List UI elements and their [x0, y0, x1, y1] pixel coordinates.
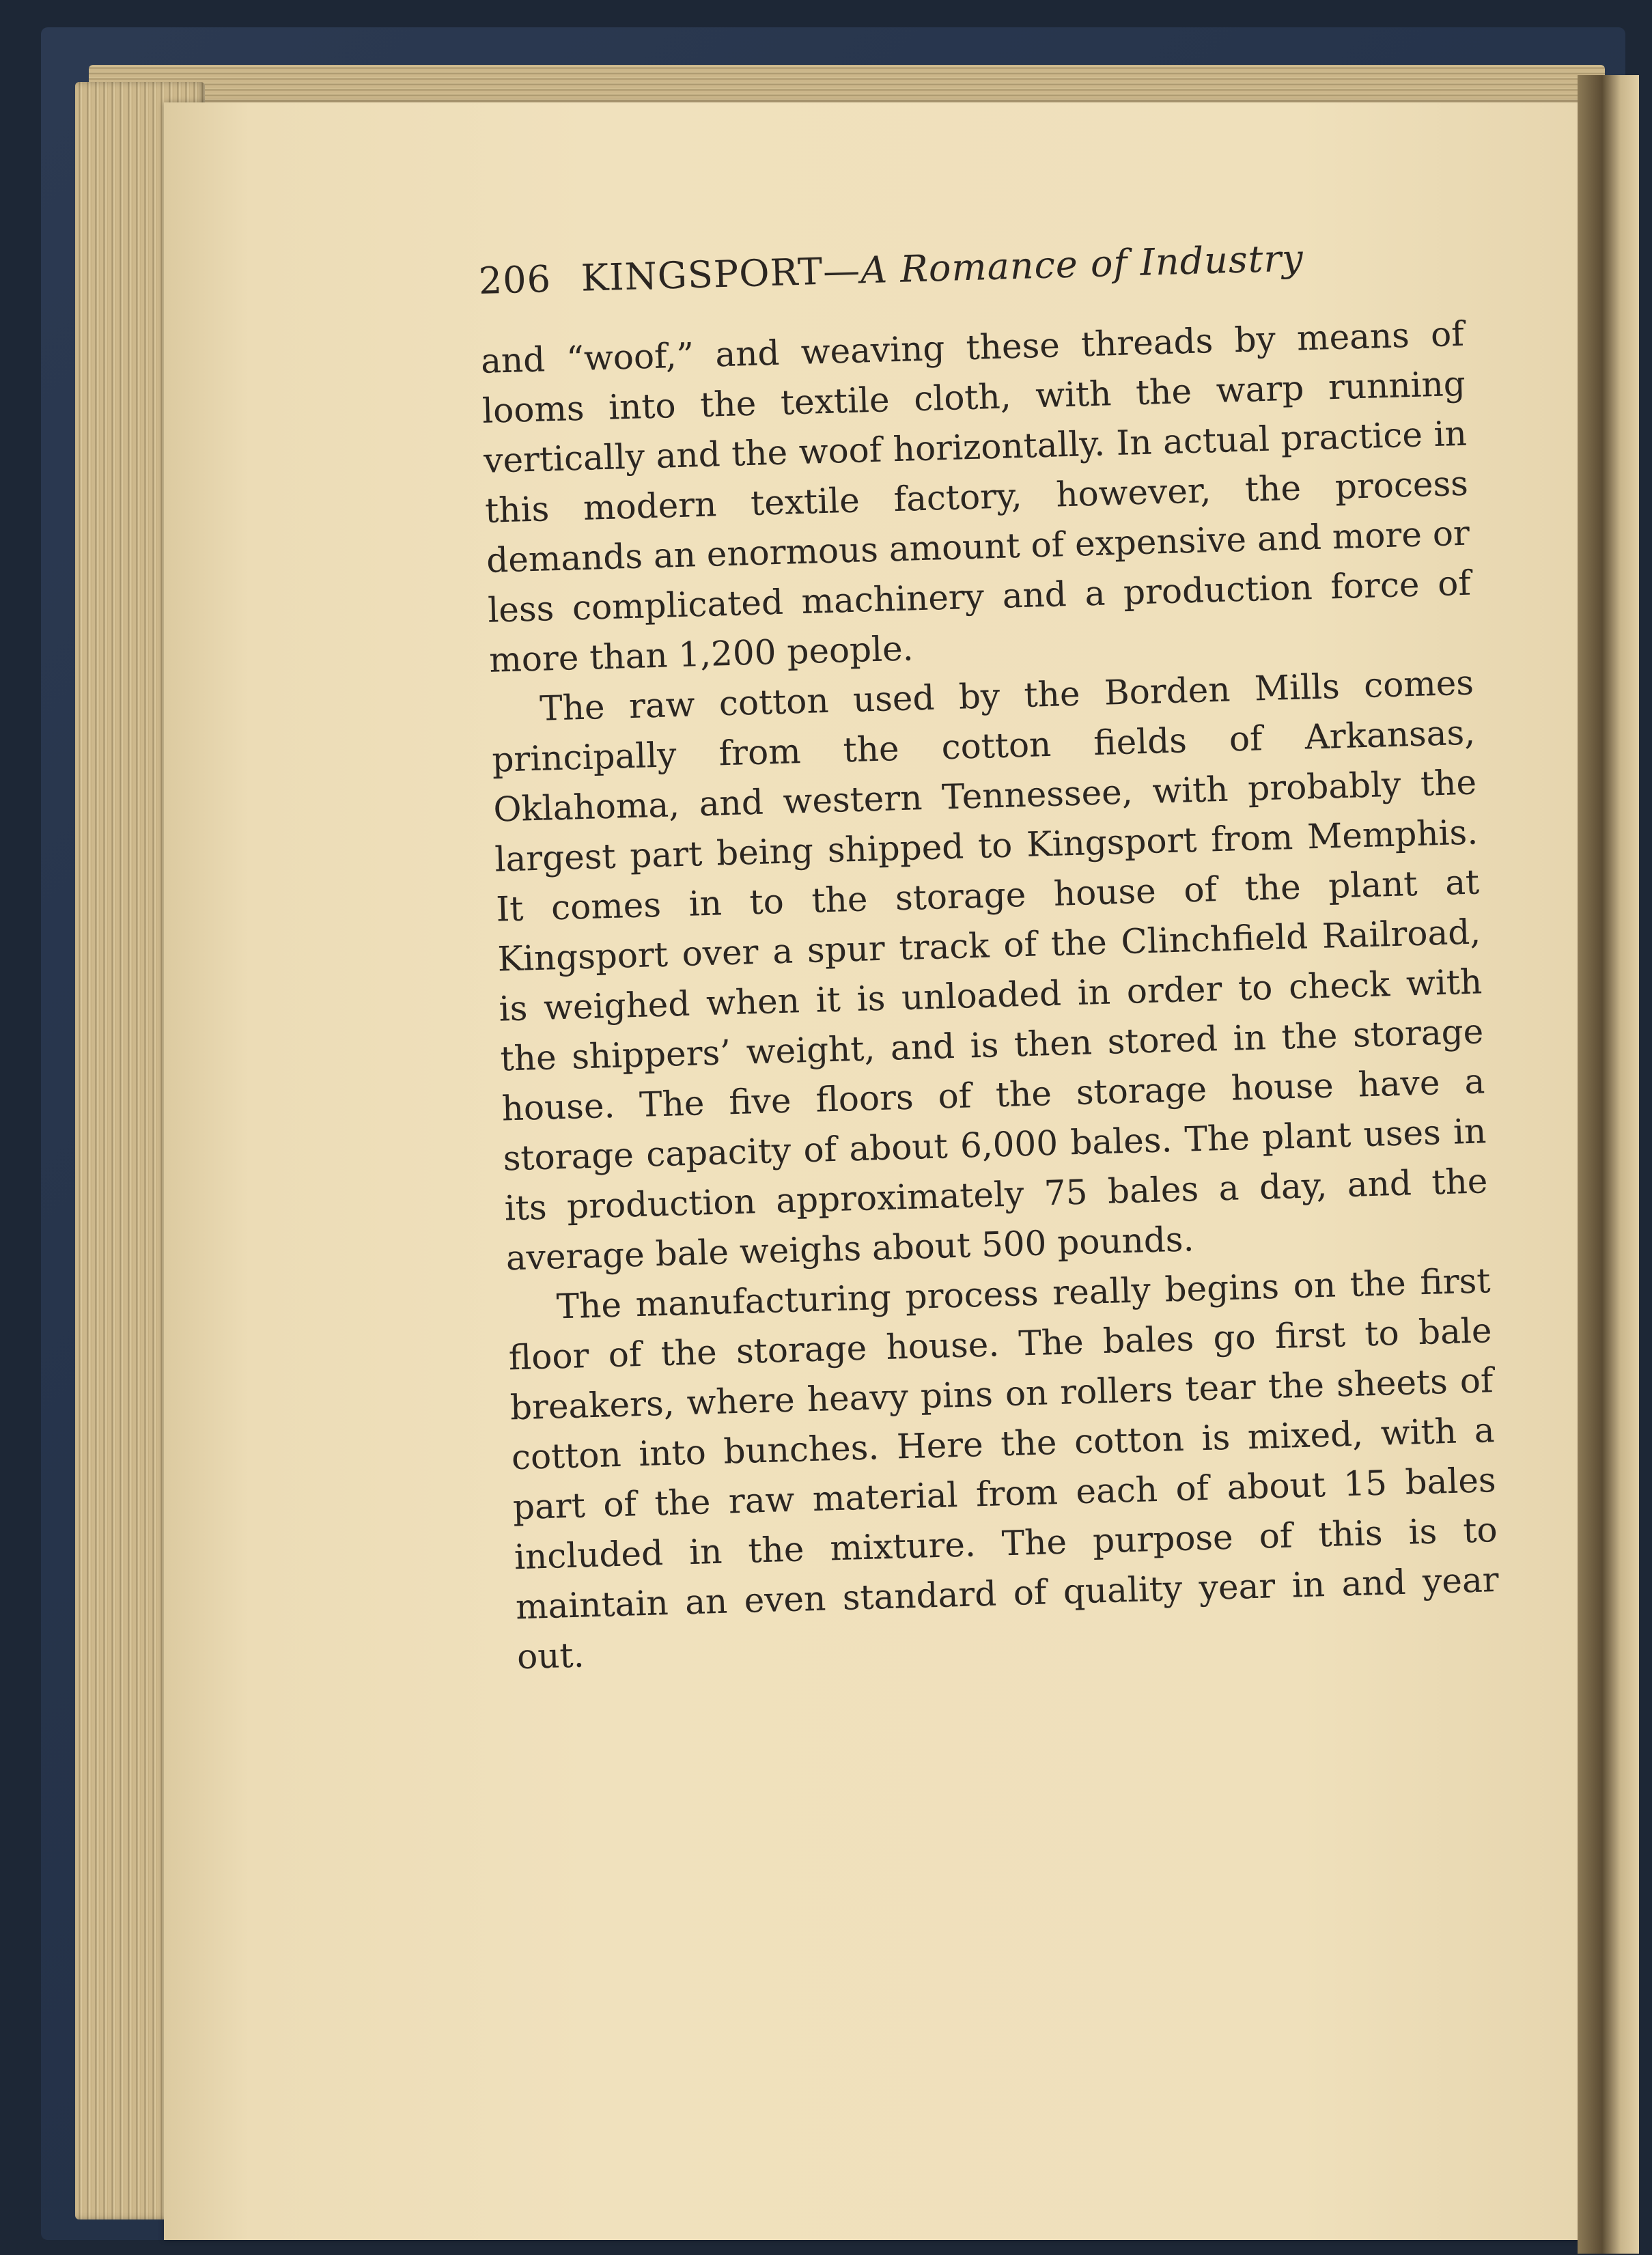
book-title: KINGSPORT—: [580, 249, 862, 300]
book-subtitle: A Romance of Industry: [860, 236, 1304, 292]
page-gutter: [1578, 75, 1639, 2254]
paragraph-2: The raw cotton used by the Borden Mills comes principally from the cotton fields of Arkansas, Oklahoma, and western Tennessee, with probably the largest part being shipped to Kingsport from Memphis. It comes in to the storage house of the plant at Kingsport over a spur track of the Clinchfield Railroad, is weighed when it is unloaded in order to check with the shippers’ weight, and is then stored in the storage house. The five floors of the storage house have a storage capacity of about 6,000 bales. The plant uses in its production approximately 75 bales a day, and the average bale weighs about 500 pounds.: [491, 662, 1489, 1278]
page-text-block: [478, 232, 1501, 1682]
paragraph-1: and “woof,” and weaving these threads by means of looms into the textile cloth, with the warp running vertically and the woof horizontally. In actual practice in this modern textile factory, however, the process demands an enormous amount of expensive and more or less complicated machinery and a production force of more than 1,200 people.: [480, 313, 1472, 680]
page-number: 206: [478, 257, 552, 303]
paragraph-3: The manufacturing process really begins on the first floor of the storage house. The bales go first to bale breakers, where heavy pins on rollers tear the sheets of cotton into bunches. Here the cotton is mixed, with a part of the raw material from each of about 15 bales included in the mixture. The purpose of this is to maintain an even standard of quality year in and year out.: [508, 1261, 1500, 1677]
